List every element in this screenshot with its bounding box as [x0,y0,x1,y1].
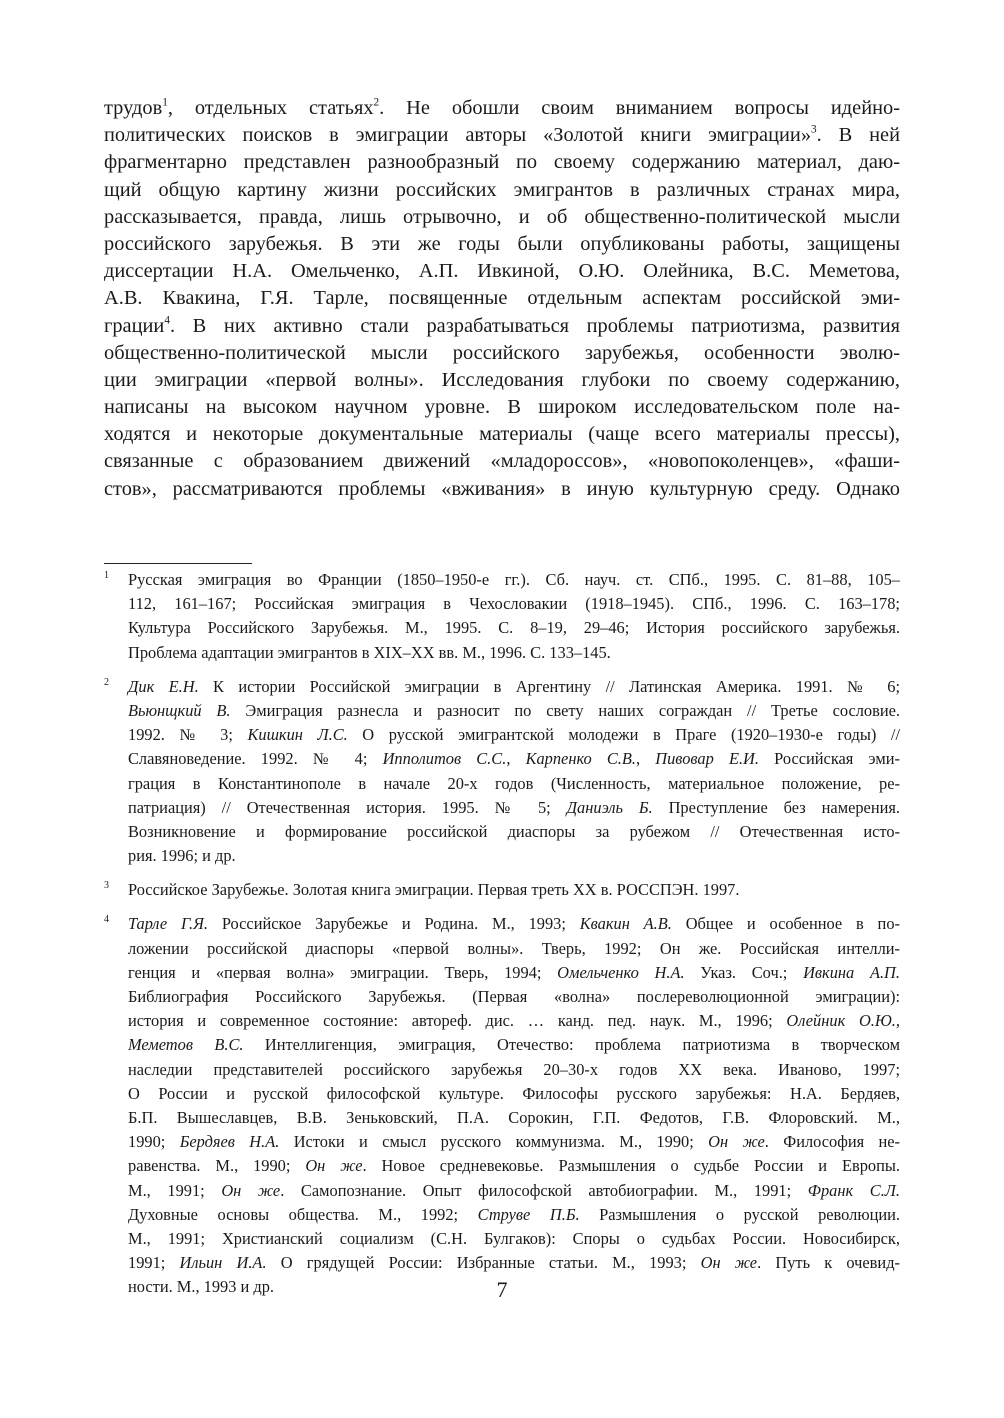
footnote-line: равенства. М., 1990; Он же. Новое средневековье. Размышления о судьбе России и Европы. [128,1156,900,1176]
body-line: щий общую картину жизни российских эмигрантов в различных странах мира, [104,178,900,201]
body-line: диссертации Н.А. Омельченко, А.П. Ивкиной, О.Ю. Олейника, В.С. Меметова, [104,260,900,283]
footnote-line: патриация) // Отечественная история. 1995. № 5; Даниэль Б. Преступление без намерения. [128,797,901,817]
footnote-line: генция и «первая волна» эмиграции. Тверь, 1994; Омельченко Н.А. Указ. Соч.; Ивкина А.П. [128,962,900,982]
main-text [104,95,900,503]
footnote-line: Б.П. Вышеславцев, В.В. Зеньковский, П.А. Сорокин, Г.П. Федотов, Г.В. Флоровский. М., [128,1107,900,1127]
footnote-line: Меметов В.С. Интеллигенция, эмиграция, Отечество: проблема патриотизма в творческом [128,1035,900,1055]
footnote-line: О России и русской философской культуре. Философы русского зарубежья: Н.А. Бердяев, [128,1083,900,1103]
footnote-1 [104,568,900,665]
footnote-line: ности. М., 1993 и др. [128,1277,275,1297]
footnote-3 [104,878,900,902]
body-line: российского зарубежья. В эти же годы были опубликованы работы, защищены [104,232,900,255]
footnote-line: рия. 1996; и др. [128,846,236,866]
body-line: фрагментарно представлен разнообразный по своему содержанию материал, даю- [104,151,900,174]
footnote-line: Российское Зарубежье. Золотая книга эмиграции. Первая треть ХХ в. РОССПЭН. 1997. [128,880,740,900]
footnote-line: Библиография Российского Зарубежья. (Первая «волна» послереволюционной эмиграции): [128,987,900,1006]
body-line: связанные с образованием движений «младороссов», «новопоколенцев», «фаши- [104,450,900,473]
body-line: стов», рассматриваются проблемы «вживания» в иную культурную среду. Однако [104,477,900,500]
body-line: политических поисков в эмиграции авторы «Золотой книги эмиграции»$^3$. В ней [104,123,900,147]
body-line: рассказывается, правда, лишь отрывочно, и об общественно-политической мысли [104,205,900,228]
footnote-line: Возникновение и формирование российской диаспоры за рубежом // Отечественная исто- [128,821,900,841]
footnote-line: история и современное состояние: автореф. дис. … канд. пед. наук. М., 1996; Олейник О.Ю., [128,1011,900,1031]
footnote-line: М., 1991; Он же. Самопознание. Опыт философской автобиографии. М., 1991; Франк С.Л. [128,1180,901,1200]
footnote-line: 1992. № 3; Кишкин Л.С. О русской эмигрантской молодежи в Праге (1920–1930-е годы) // [128,725,901,745]
body-line: ходятся и некоторые документальные материалы (чаще всего материалы прессы), [104,423,900,446]
footnote-mark: 3 [104,880,109,892]
footnotes [104,568,900,1299]
footnote-line: Дик Е.Н. К истории Российской эмиграции в Аргентину // Латинская Америка. 1991. № 6; [128,676,901,696]
footnote-line: М., 1991; Христианский социализм (С.Н. Булгаков): Споры о судьбах России. Новосибирск, [128,1228,900,1248]
page-number: 7 [496,1277,508,1302]
footnote-mark: 1 [104,570,109,581]
footnote-line: ложении российской диаспоры «первой волны». Тверь, 1992; Он же. Российская интелли- [128,938,900,958]
footnote-line: грация в Константинополе в начале 20-х годов (Численность, материальное положение, ре- [128,773,900,793]
footnote-mark: 2 [104,676,109,688]
footnote-line: Вьюнщкий В. Эмиграция разнесла и разносит по свету наших сограждан // Третье сословие. [128,700,900,720]
footnote-separator [104,563,252,564]
footnote-line: Культура Российского Зарубежья. М., 1995. С. 8–19, 29–46; История российского зарубежья. [128,618,900,638]
body-line: А.В. Квакина, Г.Я. Тарле, посвященные отдельным аспектам российской эми- [104,287,900,310]
footnote-line: Тарле Г.Я. Российское Зарубежье и Родина. М., 1993; Квакин А.В. Общее и особенное в по- [128,914,900,934]
body-line: ции эмиграции «первой волны». Исследования глубоки по своему содержанию, [104,368,900,391]
footnote-line: Проблема адаптации эмигрантов в XIX–XX вв. М., 1996. С. 133–145. [128,642,611,662]
footnote-line: 1991; Ильин И.А. О грядущей России: Избранные статьи. М., 1993; Он же. Путь к очевид- [128,1253,900,1273]
body-line: написаны на высоком научном уровне. В широком исследовательском поле на- [104,396,900,419]
footnote-line: Русская эмиграция во Франции (1850–1950-е гг.). Сб. науч. ст. СПб., 1995. С. 81–88, 105– [128,570,900,589]
footnote-line: Славяноведение. 1992. № 4; Ипполитов С.С., Карпенко С.В., Пивовар Е.И. Российская эми- [128,749,900,769]
footnote-line: наследии представителей российского зарубежья 20–30-х годов ХХ века. Иваново, 1997; [128,1059,900,1079]
footnote-line: 1990; Бердяев Н.А. Истоки и смысл русского коммунизма. М., 1990; Он же. Философия не- [128,1132,901,1152]
body-line: трудов$^1$, отдельных статьях$^2$. Не обошли своим вниманием вопросы идейно- [104,96,901,119]
body-line: грации$^4$. В них активно стали разрабатываться проблемы патриотизма, развития [104,314,900,337]
footnote-line: 112, 161–167; Российская эмиграция в Чехословакии (1918–1945). СПб., 1996. С. 163–178; [128,594,900,614]
footnote-2 [104,675,900,869]
footnote-mark: 4 [104,914,109,926]
body-line: общественно-политической мысли российского зарубежья, особенности эволю- [104,341,900,364]
footnote-4 [104,912,900,1299]
footnote-line: Духовные основы общества. М., 1992; Струве П.Б. Размышления о русской революции. [128,1204,900,1224]
